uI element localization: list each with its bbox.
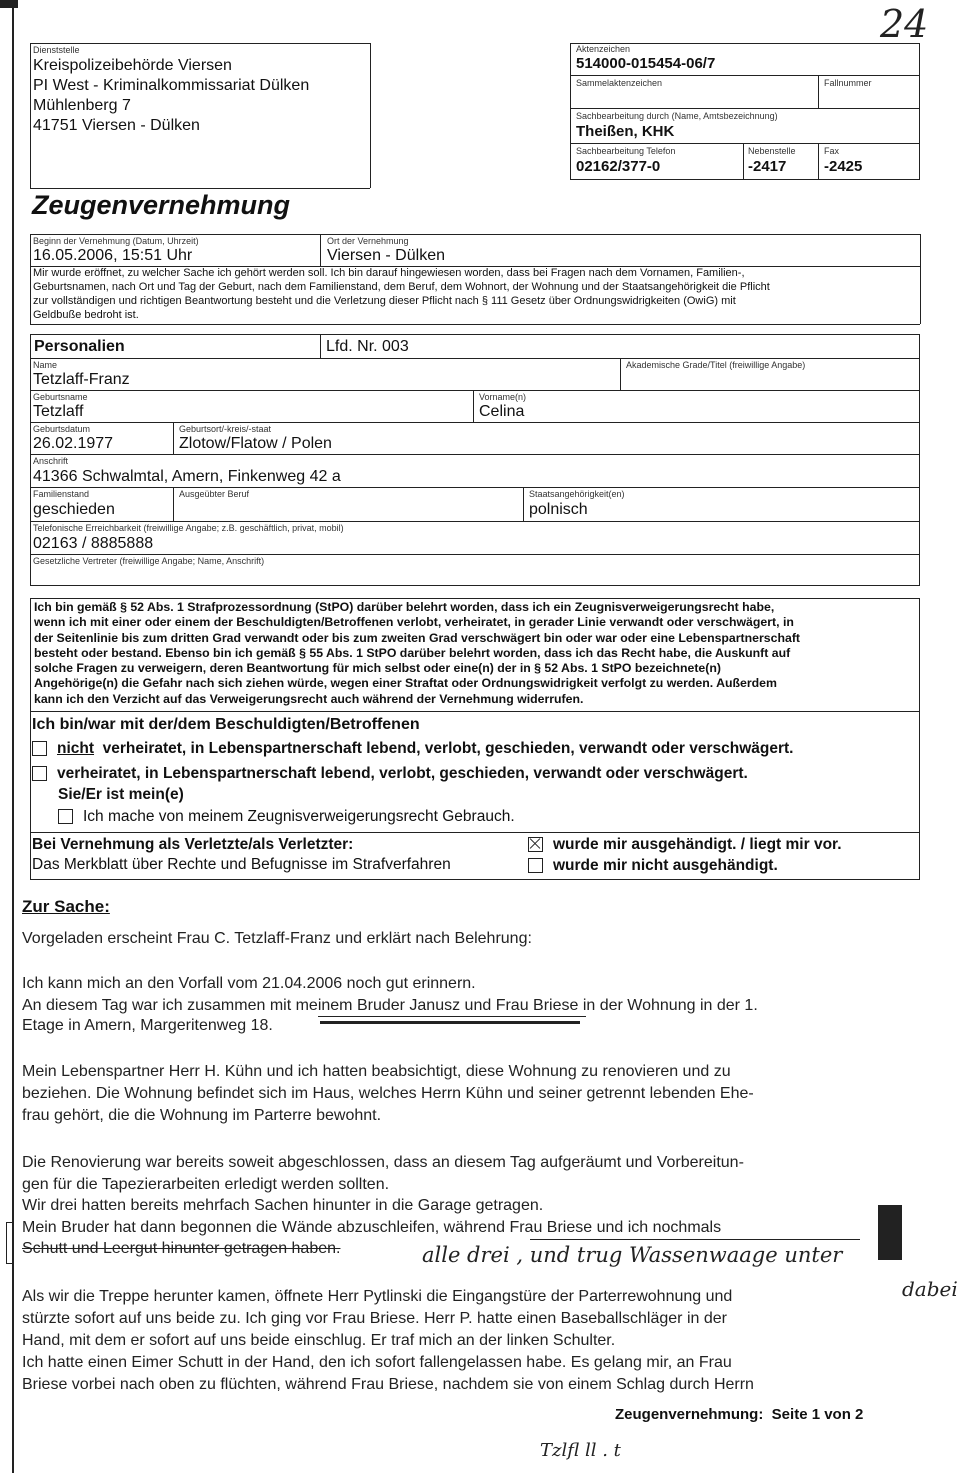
dienststelle-label: Dienststelle xyxy=(33,45,80,55)
ort-value: Viersen - Dülken xyxy=(327,247,445,264)
zeugnis-text-block xyxy=(34,600,914,707)
sache-line-6: beziehen. Die Wohnung befindet sich im Haus, welches Herrn Kühn und seiner getrennt lebenden Ehe- xyxy=(22,1085,754,1102)
aktenzeichen-label: Aktenzeichen xyxy=(576,44,631,54)
lfd-nr: Lfd. Nr. 003 xyxy=(326,338,409,355)
anschrift-value: 41366 Schwalmtal, Amern, Finkenweg 42 a xyxy=(33,468,341,485)
telefon-value: 02162/377-0 xyxy=(576,158,661,175)
vernehmung-right-rule xyxy=(920,234,921,324)
sache-line-3: An diesem Tag war ich zusammen mit meinem Bruder Janusz und Frau Briese in der Wohnung in der 1. xyxy=(22,997,758,1014)
option-verwandt-text: verheiratet, in Lebenspartnerschaft lebend, verlobt, geschieden, verwandt oder verschwägert. xyxy=(57,765,748,782)
geburtsname-label: Geburtsname xyxy=(33,392,88,402)
pers-rule-3 xyxy=(30,422,920,423)
familienstand-label: Familienstand xyxy=(33,489,90,499)
geburtsname-value: Tetzlaff xyxy=(33,403,84,420)
handwritten-insert-2: dabei xyxy=(902,1277,958,1301)
geburtsort-label: Geburtsort/-kreis/-staat xyxy=(179,424,272,434)
underline-wahrend xyxy=(530,1239,860,1240)
footer-page-info: Zeugenvernehmung: Seite 1 von 2 xyxy=(615,1406,864,1423)
name-value: Tetzlaff-Franz xyxy=(33,371,130,388)
tel-value: 02163 / 8885888 xyxy=(33,535,154,552)
handwritten-page-number: 24 xyxy=(880,2,929,46)
anschrift-label: Anschrift xyxy=(33,456,69,466)
titel-divider xyxy=(620,358,621,390)
option-verwandt-sub: Sie/Er ist mein(e) xyxy=(58,786,184,803)
pers-rule-5 xyxy=(30,487,920,488)
personalien-box xyxy=(30,334,920,586)
underline-bruder xyxy=(318,1016,586,1017)
zeugnis-line-2: wenn ich mit einer oder einem der Beschuldigten/Betroffenen verlobt, verheiratet, in gerader Linie verwandt oder verschwägert, in xyxy=(34,615,794,630)
familienstand-value: geschieden xyxy=(33,501,115,518)
pers-rule-2 xyxy=(30,390,920,391)
option-verwandt-row xyxy=(32,765,748,783)
nicht-ausgehaendigt-checkbox[interactable] xyxy=(528,858,543,873)
option-nicht-text: verheiratet, in Lebenspartnerschaft lebend, verlobt, geschieden, verwandt oder verschwägert. xyxy=(102,740,794,757)
zeugnis-line-6: Angehörige(n) die Gefahr nach sich ziehen würde, wegen einer Straftat oder Ordnungswidrigkeit verfolgt zu werden. Außerdem xyxy=(34,676,777,691)
sache-line-5: Mein Lebenspartner Herr H. Kühn und ich hatten beabsichtigt, diese Wohnung zu renovieren und zu xyxy=(22,1063,731,1080)
option-verweigerung-row xyxy=(58,808,515,826)
sache-line-17: Briese vorbei nach oben zu flüchten, während Frau Briese, nachdem sie von einem Schlag durch Herrn xyxy=(22,1376,754,1393)
pers-rule-4 xyxy=(30,454,920,455)
beginn-ort-divider xyxy=(320,234,321,266)
aktenzeichen-value: 514000-015454-06/7 xyxy=(576,55,716,72)
verletzte-title: Bei Vernehmung als Verletzte/als Verletzter: xyxy=(32,836,354,853)
ausgehaendigt-text: wurde mir ausgehändigt. / liegt mir vor. xyxy=(553,836,842,853)
nebenstelle-label: Nebenstelle xyxy=(748,146,796,156)
insertion-mark xyxy=(878,1205,902,1260)
belehrung-line-4: Geldbuße bedroht ist. xyxy=(33,309,139,321)
vernehmung-top-rule xyxy=(30,234,920,235)
ausgehaendigt-checkbox[interactable] xyxy=(528,837,543,852)
sachbearbeitung-label: Sachbearbeitung durch (Name, Amtsbezeichnung) xyxy=(576,111,778,121)
dienststelle-bottom-rule xyxy=(30,188,370,189)
sache-line-12: Schutt und Leergut hinunter getragen haben. xyxy=(22,1240,341,1257)
zeugnis-line-7: kann ich den Verzicht auf das Verweigerungsrecht auch während der Vernehmung widerrufen. xyxy=(34,691,584,706)
verletzte-text: Das Merkblatt über Rechte und Befugnisse im Strafverfahren xyxy=(32,856,451,873)
nebenstelle-value: -2417 xyxy=(748,158,787,175)
sache-line-16: Ich hatte einen Eimer Schutt in der Hand, den ich sofort fallengelassen habe. Es gelang mir, an Frau xyxy=(22,1354,732,1371)
tel-label: Telefonische Erreichbarkeit (freiwillige Angabe; z.B. geschäftlich, privat, mobil) xyxy=(33,523,344,533)
geburtsort-value: Zlotow/Flatow / Polen xyxy=(179,435,332,452)
fallnummer-label: Fallnummer xyxy=(824,78,872,88)
case-box-rule-3 xyxy=(570,143,920,144)
vorname-divider xyxy=(473,390,474,422)
staat-value: polnisch xyxy=(529,501,588,518)
titel-label: Akademische Grade/Titel (freiwillige Angabe) xyxy=(626,360,806,370)
nicht-ausgehaendigt-row xyxy=(528,857,778,875)
vertreter-label: Gesetzliche Vertreter (freiwillige Angabe; Name, Anschrift) xyxy=(33,556,265,566)
staat-divider xyxy=(523,487,524,521)
case-box-rule-1 xyxy=(570,75,920,76)
ort-label: Ort der Vernehmung xyxy=(327,236,409,246)
fax-value: -2425 xyxy=(824,158,863,175)
pers-rule-1 xyxy=(30,358,920,359)
fax-label: Fax xyxy=(824,146,840,156)
sache-line-13: Als wir die Treppe herunter kamen, öffnete Herr Pytlinski die Eingangstüre der Parterrewohnung und xyxy=(22,1288,733,1305)
dienststelle-left-rule xyxy=(30,43,31,188)
pers-rule-7 xyxy=(30,554,920,555)
staat-label: Staatsangehörigkeit(en) xyxy=(529,489,625,499)
belehrung-line-3: zur vollständigen und richtigen Beantwortung besteht und die Verletzung dieser Pflicht nach § 111 Gesetz über Ordnungswidrigkeiten (OwiG) mit xyxy=(33,295,736,307)
vorname-value: Celina xyxy=(479,403,525,420)
dienststelle-line-3: Mühlenberg 7 xyxy=(33,97,131,114)
zeugnis-rule-2 xyxy=(30,832,920,833)
telefon-label: Sachbearbeitung Telefon xyxy=(576,146,676,156)
beruf-label: Ausgeübter Beruf xyxy=(179,489,250,499)
beziehung-title: Ich bin/war mit der/dem Beschuldigten/Betroffenen xyxy=(32,716,420,733)
margin-bracket xyxy=(6,1222,13,1264)
zeugnis-line-1: Ich bin gemäß § 52 Abs. 1 Strafprozessordnung (StPO) darüber belehrt worden, dass ich ein Zeugnisverweigerungsrecht habe, xyxy=(34,600,775,614)
vorname-label: Vorname(n) xyxy=(479,392,527,402)
sache-line-4: Etage in Amern, Margeritenweg 18. xyxy=(22,1017,273,1034)
zeugnis-line-3: der Seitenlinie bis zum dritten Grad verwandt oder bis zum zweiten Grad verschwägert bin oder war oder eine Lebenspartnerschaft xyxy=(34,630,801,645)
belehrung-line-1: Mir wurde eröffnet, zu welcher Sache ich gehört werden soll. Ich bin darauf hingewiesen worden, dass bei Fragen nach dem Vornamen, Familien-, xyxy=(33,267,745,279)
geburtsdatum-value: 26.02.1977 xyxy=(33,435,114,452)
sache-heading: Zur Sache: xyxy=(22,897,110,916)
page-title: Zeugenvernehmung xyxy=(32,190,291,220)
zeugnis-line-5: solche Fragen zu verweigern, deren Beantwortung für mich selbst oder eine(n) der in § 52 Abs. 1 StPO bezeichnete(n) xyxy=(34,661,721,676)
sache-line-10: Wir drei hatten bereits mehrfach Sachen hinunter in die Garage getragen. xyxy=(22,1197,544,1214)
sache-line-7: frau gehört, die die Wohnung im Parterre bewohnt. xyxy=(22,1107,382,1124)
case-box-div-fax xyxy=(818,143,819,180)
sache-line-9: gen für die Tapezierarbeiten erledigt werden sollten. xyxy=(22,1176,390,1193)
sachbearbeitung-value: Theißen, KHK xyxy=(576,123,675,140)
handwritten-insert-1: alle drei , und trug Wassenwaage unter xyxy=(422,1243,843,1267)
vernehmung-left-rule xyxy=(30,234,31,324)
sache-line-15: Hand, mit dem er sofort auf uns beide einschlug. Er traf mich an der linken Schulter. xyxy=(22,1332,616,1349)
dienststelle-line-2: PI West - Kriminalkommissariat Dülken xyxy=(33,77,310,94)
sache-line-14: stürzte sofort auf uns beide zu. Ich ging vor Frau Briese. Herr P. hatte einen Baseballschläger in der xyxy=(22,1310,727,1327)
underline-etage xyxy=(320,1021,580,1024)
handwritten-bottom-mark: Tzlfl ll . t xyxy=(540,1440,621,1461)
option-verweigerung-text: Ich mache von meinem Zeugnisverweigerungsrecht Gebrauch. xyxy=(83,808,515,825)
option-nicht-checkbox[interactable] xyxy=(32,741,47,756)
dienststelle-line-1: Kreispolizeibehörde Viersen xyxy=(33,57,232,74)
option-verwandt-checkbox[interactable] xyxy=(32,766,47,781)
ausgehaendigt-row xyxy=(528,836,842,854)
nicht-ausgehaendigt-text: wurde mir nicht ausgehändigt. xyxy=(553,857,778,874)
vernehmung-bottom-rule xyxy=(30,324,920,325)
corner-mark xyxy=(0,0,18,8)
option-nicht-keyword: nicht xyxy=(57,740,95,757)
option-verweigerung-checkbox[interactable] xyxy=(58,809,73,824)
dienststelle-top-rule xyxy=(30,43,370,44)
sache-line-11: Mein Bruder hat dann begonnen die Wände abzuschleifen, während Frau Briese und ich nochmals xyxy=(22,1219,722,1236)
belehrung-line-2: Geburtsnamen, nach Ort und Tag der Geburt, nach dem Familienstand, dem Beruf, dem Wohnort, der Wohnung und der Staatsangehörigkeit die Pflicht xyxy=(33,281,770,293)
case-box-rule-2 xyxy=(570,108,920,109)
dienststelle-right-rule xyxy=(370,43,371,188)
zeugnis-line-4: besteht oder bestand. Ebenso bin ich gemäß § 55 Abs. 1 StPO darüber belehrt worden, dass ich das Recht habe, die Auskunft auf xyxy=(34,645,791,660)
zeugnis-rule-1 xyxy=(30,711,920,712)
sache-line-2: Ich kann mich an den Vorfall vom 21.04.2006 noch gut erinnern. xyxy=(22,975,476,992)
sache-line-8: Die Renovierung war bereits soweit abgeschlossen, dass an diesem Tag aufgeräumt und Vorbereitun- xyxy=(22,1154,744,1171)
option-nicht-row xyxy=(32,740,793,758)
pers-rule-6 xyxy=(30,521,920,522)
personalien-title: Personalien xyxy=(34,338,125,355)
sammelaktenzeichen-label: Sammelaktenzeichen xyxy=(576,78,663,88)
beginn-value: 16.05.2006, 15:51 Uhr xyxy=(33,247,193,264)
case-box-div-fallnummer xyxy=(818,75,819,108)
geburtsort-divider xyxy=(173,422,174,454)
beginn-label: Beginn der Vernehmung (Datum, Uhrzeit) xyxy=(33,236,199,246)
geburtsdatum-label: Geburtsdatum xyxy=(33,424,91,434)
sache-line-1: Vorgeladen erscheint Frau C. Tetzlaff-Franz und erklärt nach Belehrung: xyxy=(22,930,532,947)
name-label: Name xyxy=(33,360,58,370)
dienststelle-line-4: 41751 Viersen - Dülken xyxy=(33,117,200,134)
beruf-divider xyxy=(173,487,174,521)
case-box-div-nebenstelle xyxy=(743,143,744,180)
lfd-nr-divider xyxy=(320,334,321,358)
